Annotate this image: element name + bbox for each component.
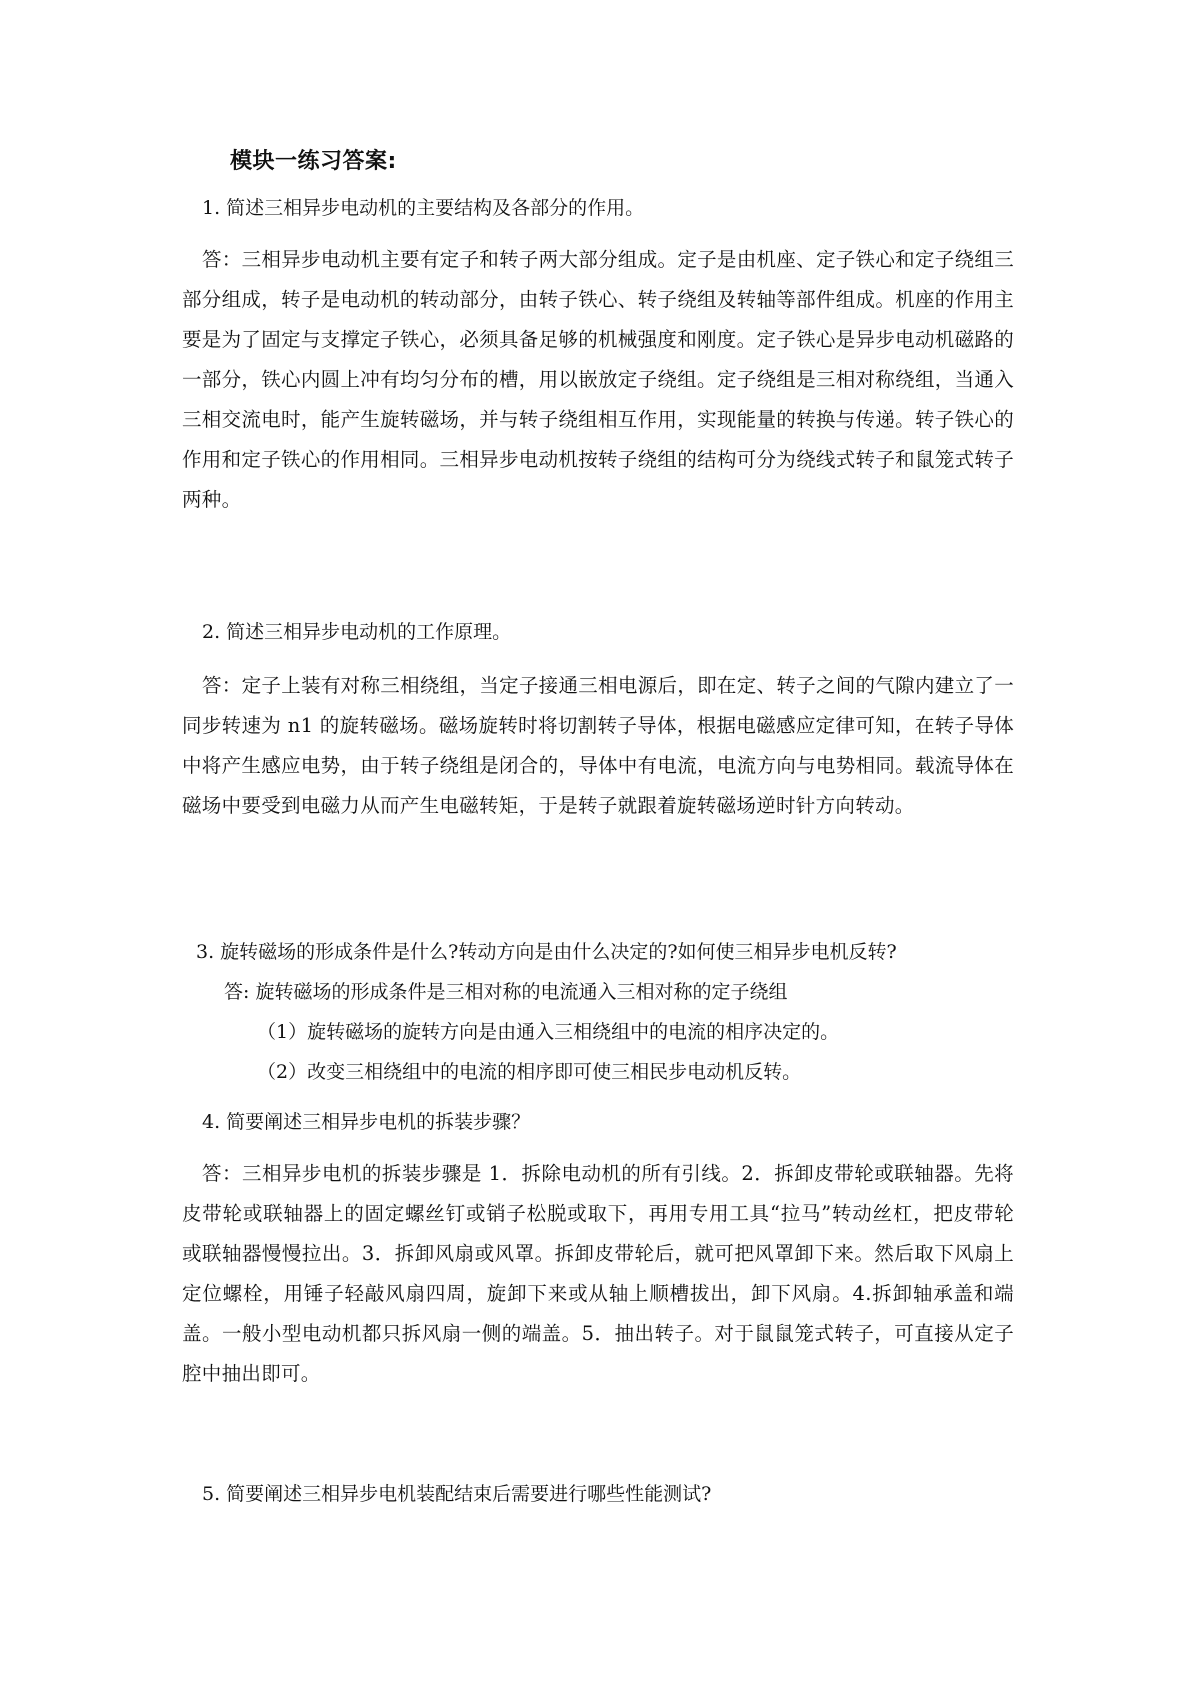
answer-1: 答：三相异步电动机主要有定子和转子两大部分组成。定子是由机座、定子铁心和定子绕组三部分组成，转子是电动机的转动部分，由转子铁心、转子绕组及转轴等部件组成。机座的作用主要是为了固定与支撑定子铁心，必须具备足够的机械强度和刚度。定子铁心是异步电动机磁路的一部分，铁心内圆上冲有均匀分布的槽，用以嵌放定子绕组。定子绕组是三相对称绕组，当通入三相交流电时，能产生旋转磁场，并与转子绕组相互作用，实现能量的转换与传递。转子铁心的作用和定子铁心的作用相同。三相异步电动机按转子绕组的结构可分为绕线式转子和鼠笼式转子两种。: [182, 248, 1014, 511]
answer-3-point-1: （1）旋转磁场的旋转方向是由通入三相绕组中的电流的相序决定的。: [257, 1021, 840, 1043]
answer-3: 答: 旋转磁场的形成条件是三相对称的电流通入三相对称的定子绕组: [224, 981, 788, 1003]
question-2: 2. 简述三相异步电动机的工作原理。: [202, 621, 512, 643]
answer-2: 答：定子上装有对称三相绕组，当定子接通三相电源后，即在定、转子之间的气隙内建立了一同步转速为 n1 的旋转磁场。磁场旋转时将切割转子导体，根据电磁感应定律可知，在转子导体中将产生感应电势，由于转子绕组是闭合的，导体中有电流，电流方向与电势相同。载流导体在磁场中要受到电磁力从而产生电磁转矩，于是转子就跟着旋转磁场逆时针方向转动。: [182, 674, 1014, 817]
question-5: 5. 简要阐述三相异步电机装配结束后需要进行哪些性能测试?: [202, 1483, 712, 1505]
question-3: 3. 旋转磁场的形成条件是什么?转动方向是由什么决定的?如何使三相异步电机反转?: [196, 941, 897, 963]
page-title: 模块一练习答案:: [230, 149, 397, 174]
answer-4: 答：三相异步电机的拆装步骤是 1．拆除电动机的所有引线。2．拆卸皮带轮或联轴器。先将皮带轮或联轴器上的固定螺丝钉或销子松脱或取下，再用专用工具“拉马”转动丝杠，把皮带轮或联轴器慢慢拉出。3．拆卸风扇或风罩。拆卸皮带轮后，就可把风罩卸下来。然后取下风扇上定位螺栓，用锤子轻敲风扇四周，旋卸下来或从轴上顺槽拔出，卸下风扇。4.拆卸轴承盖和端盖。一般小型电动机都只拆风扇一侧的端盖。5．抽出转子。对于鼠鼠笼式转子，可直接从定子腔中抽出即可。: [182, 1162, 1014, 1385]
answer-3-point-2: （2）改变三相绕组中的电流的相序即可使三相民步电动机反转。: [257, 1061, 802, 1083]
question-4: 4. 简要阐述三相异步电机的拆装步骤？: [202, 1111, 531, 1133]
question-1: 1. 简述三相异步电动机的主要结构及各部分的作用。: [202, 197, 645, 219]
